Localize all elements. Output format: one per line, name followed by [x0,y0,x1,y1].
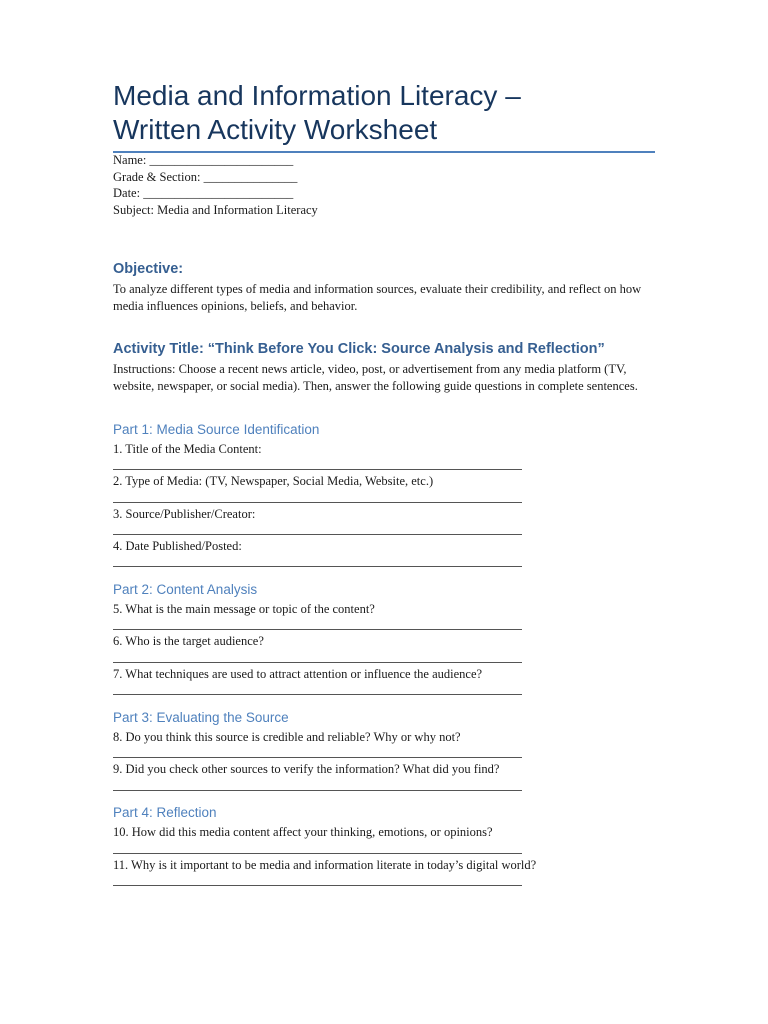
answer-line-6[interactable] [113,662,522,663]
part-3-heading: Part 3: Evaluating the Source [113,710,289,725]
student-info [113,152,318,218]
question-8: 8. Do you think this source is credible and reliable? Why or why not? [113,730,461,744]
question-4: 4. Date Published/Posted: [113,539,242,553]
objective-heading: Objective: [113,261,184,277]
grade-section-field[interactable]: Grade & Section: _______________ [113,169,298,184]
subject-line: Subject: Media and Information Literacy [113,202,318,217]
page-title [113,79,658,147]
question-11: 11. Why is it important to be media and information literate in today’s digital world? [113,858,537,872]
answer-line-9[interactable] [113,790,522,791]
part-4-heading: Part 4: Reflection [113,805,217,820]
part-1-heading: Part 1: Media Source Identification [113,422,320,437]
answer-line-7[interactable] [113,694,522,695]
answer-line-4[interactable] [113,566,522,567]
title-line-1: Media and Information Literacy – [113,80,521,111]
activity-title: Activity Title: “Think Before You Click: Source Analysis and Reflection” [113,341,605,357]
title-line-2: Written Activity Worksheet [113,114,438,145]
answer-line-5[interactable] [113,629,522,630]
date-field[interactable]: Date: ________________________ [113,186,294,200]
question-2: 2. Type of Media: (TV, Newspaper, Social Media, Website, etc.) [113,474,434,488]
answer-line-1[interactable] [113,469,522,470]
question-7: 7. What techniques are used to attract attention or influence the audience? [113,667,483,681]
question-5: 5. What is the main message or topic of the content? [113,602,375,616]
objective-text: To analyze different types of media and information sources, evaluate their credibility, and reflect on how media influences opinions, beliefs, and behavior. [113,282,642,313]
question-10: 10. How did this media content affect your thinking, emotions, or opinions? [113,825,493,839]
question-9: 9. Did you check other sources to verify the information? What did you find? [113,762,500,776]
activity-instructions: Instructions: Choose a recent news article, video, post, or advertisement from any media platform (TV, website, newspaper, or social media). Then, answer the following guide questions in complete sentences. [113,362,638,393]
question-3: 3. Source/Publisher/Creator: [113,507,256,521]
answer-line-3[interactable] [113,534,522,535]
answer-line-10[interactable] [113,853,522,854]
answer-line-2[interactable] [113,502,522,503]
question-6: 6. Who is the target audience? [113,634,264,648]
answer-line-8[interactable] [113,757,522,758]
answer-line-11[interactable] [113,885,522,886]
part-2-heading: Part 2: Content Analysis [113,582,258,597]
name-field[interactable]: Name: _______________________ [113,153,294,167]
question-1: 1. Title of the Media Content: [113,442,262,456]
